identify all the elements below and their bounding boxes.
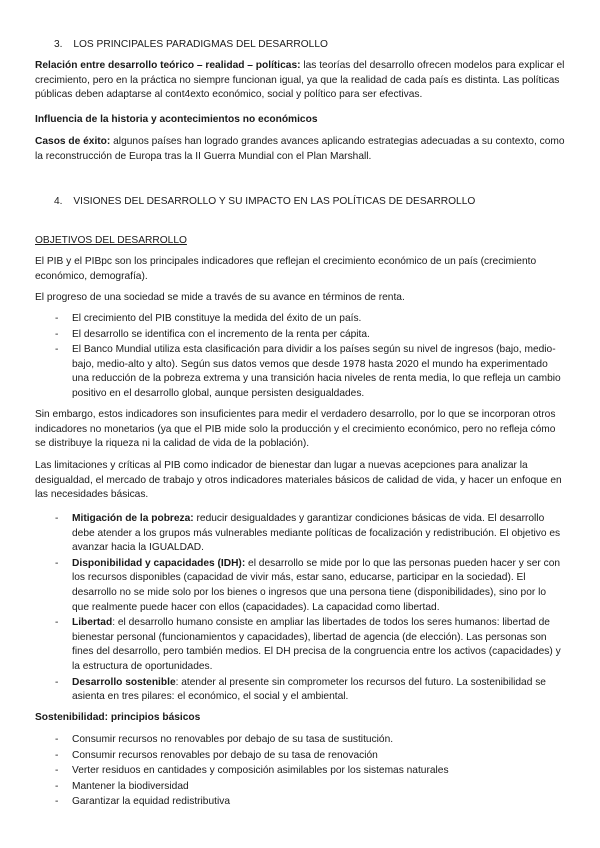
list-item: - El crecimiento del PIB constituye la medida del éxito de un país. [35,312,565,327]
list-item: - Garantizar la equidad redistributiva [35,795,565,810]
list-item: - Verter residuos en cantidades y composición asimilables por los sistemas naturales [35,764,565,779]
section-3-number: 3. [54,39,63,50]
objectives-heading: OBJETIVOS DEL DESARROLLO [35,235,187,246]
approaches-list [35,512,565,706]
relation-text: las teorías del desarrollo ofrecen modelos para explicar el crecimiento, pero en la práctica no siempre funcionan igual, ya que la realidad de cada país es distinta. Las políticas públicas deben adaptarse al cont4exto económico, social y político para ser efectivas. [35,60,565,101]
list-item [35,676,565,705]
section-4-number: 4. [54,196,63,207]
progress-paragraph: El progreso de una sociedad se mide a través de su avance en términos de renta. [35,292,405,303]
section-4-title: VISIONES DEL DESARROLLO Y SU IMPACTO EN LAS POLÍTICAS DE DESARROLLO [73,196,476,207]
pib-paragraph: El PIB y el PIBpc son los principales indicadores que reflejan el crecimiento económico de un país (crecimiento económico, demografía). [35,256,537,282]
list-item: - Mantener la biodiversidad [35,780,565,795]
list-item-label: Mitigación de la pobreza: [72,513,194,524]
list-item-text: reducir desigualdades y garantizar condiciones básicas de vida. El desarrollo debe atender a los grupos más vulnerables mediante políticas de focalización y redistribución. El objetivo es avanzar hacia la IGUALDAD. [72,513,561,554]
sustainability-heading: Sostenibilidad: principios básicos [35,712,201,723]
influence-heading: Influencia de la historia y acontecimientos no económicos [35,114,318,125]
list-item-text: : atender al presente sin comprometer los recursos del futuro. La sostenibilidad se asienta en tres pilares: el económico, el social y el ambiental. [72,676,546,703]
list-item [35,512,565,556]
section-3-title: LOS PRINCIPALES PARADIGMAS DEL DESARROLLO [73,39,328,50]
list-item-text: : el desarrollo humano consiste en ampliar las libertades de todos los seres humanos: libertad de bienestar personal (funcionamientos y capacidades), libertad de agencia (de elección). Las personas son fines del desarrollo, pero también medios. El DH precisa de la congruencia entre los activos (capacidades) y la estructura de oportunidades. [72,617,561,672]
list-item [35,557,565,615]
list-item-label: Libertad [72,617,113,629]
list-item-text: el desarrollo se mide por lo que las personas pueden hacer y ser con los recursos disponibles (capacidad de vivir más, estar sano, educarse, participar en la sociedad). El desarrollo no se mide solo por los bienes o ingresos que una persona tiene (disponibilidades), sino por lo que realmente puede hacer con ellos (capacidades). La capacidad como libertad. [72,557,561,613]
list-item: - El desarrollo se identifica con el incremento de la renta per cápita. [35,328,565,343]
section-4-heading [54,195,475,210]
relation-label: Relación entre desarrollo teórico – realidad – políticas: [35,60,301,71]
list-item: - El Banco Mundial utiliza esta clasificación para dividir a los países según su nivel de ingresos (bajo, medio-bajo, medio-alto y alto). Según sus datos vemos que desde 1978 hasta 2020 el mundo ha experimentado una reducción de la pobreza extrema y una transición hacia niveles de renta media, lo que refleja un cambio positivo en el desarrollo global, aunque persisten desigualdades. [35,343,565,401]
insufficient-paragraph: Sin embargo, estos indicadores son insuficientes para medir el verdadero desarrollo, por lo que se incorporan otros indicadores no monetarios (ya que el PIB mide solo la producción y el crecimiento económico, pero no refleja cómo se distribuye la riqueza ni la calidad de vida de la población). [35,409,556,450]
limitations-paragraph: Las limitaciones y críticas al PIB como indicador de bienestar dan lugar a nuevas acepciones para analizar la desigualdad, el mercado de trabajo y otros indicadores materiales básicos de calidad de vida, y hacer un enfoque en las necesidades básicas. [35,460,562,501]
list-item [35,616,565,674]
sustainability-list [35,733,565,811]
success-label: Casos de éxito: [35,136,111,147]
success-text: algunos países han logrado grandes avances aplicando estrategias adecuadas a su contexto, como la reconstrucción de Europa tras la II Guerra Mundial con el Plan Marshall. [35,136,565,162]
list-item-label: Desarrollo sostenible [72,676,176,688]
list-item-label: Disponibilidad y capacidades (IDH): [72,557,246,569]
list-item: - Consumir recursos no renovables por debajo de su tasa de sustitución. [35,733,565,748]
section-3-heading [54,38,328,53]
success-paragraph [35,135,565,164]
growth-list [35,312,565,403]
list-item: - Consumir recursos renovables por debajo de su tasa de renovación [35,749,565,764]
relation-paragraph [35,59,565,103]
